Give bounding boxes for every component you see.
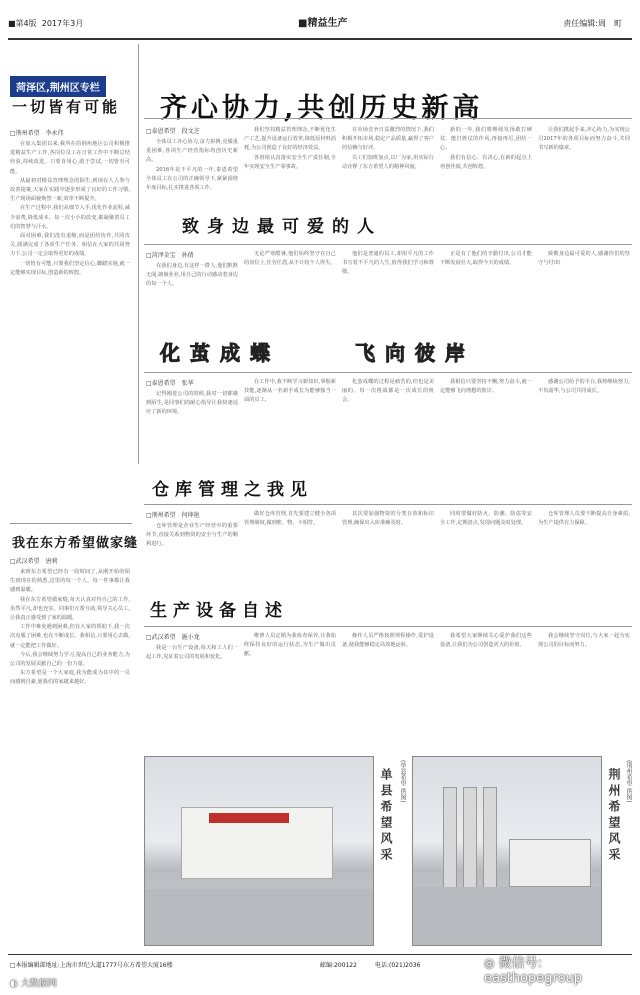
section-rule: [144, 504, 632, 505]
article-title: 生产设备自述: [150, 601, 288, 621]
article-body: 我希望大家继续关心爱护我们这些设备,让我们为公司创造更大的价值。: [440, 633, 532, 649]
article-byline: □荆州希望 何坤艳: [146, 512, 200, 519]
silo: [483, 787, 497, 889]
article-byline: □武汉希望 唐莉: [10, 558, 58, 565]
article-body: 在市场竞争日益激烈的情况下,我们积极开拓市场,稳定产品质量,赢得了客户的信赖与好评。 员工们加班加点,以厂为家,用实际行动诠释了东方希望人的精神风貌。: [342, 127, 434, 170]
article-body: 无论严寒酷暑,他们始终坚守在自己的岗位上,任劳任怨,从不计较个人得失。: [244, 251, 336, 267]
factory-photo-left: [144, 756, 374, 946]
factory-ground: [145, 889, 373, 945]
article-body: 我相信只要坚持不懈,努力奋斗,就一定能够飞向理想的彼岸。: [440, 379, 532, 395]
factory-building: [509, 839, 591, 887]
article-title: 一切皆有可能: [12, 98, 121, 116]
article-subtitle: 飞向彼岸: [355, 341, 475, 365]
site-watermark: [10, 976, 57, 989]
section-rule: [144, 244, 632, 245]
page-number-date: [8, 18, 83, 29]
issue-date: 2017年3月: [41, 19, 84, 28]
article-body: 操作人员严格按照规程操作,爱护设备,使我能够稳定高效地运转。: [342, 633, 434, 649]
article-title: 致身边最可爱的人: [182, 217, 382, 237]
page-number: ■第4版: [8, 19, 37, 28]
article-body: 致敬身边最可爱的人,感谢你们的坚守与付出!: [538, 251, 630, 267]
header-rule: [8, 38, 632, 40]
page-header: [8, 12, 632, 34]
photo-credit: (荆州希望 供图): [625, 760, 632, 803]
article-body: 我们坚持精益管理理念,不断优化生产工艺,提升设备运行效率,降低原材料消耗,为公司创造了良好的经济效益。 各班组认真落实安全生产责任制,全年实现安全生产零事故。: [244, 127, 336, 170]
article-body: 我是一台生产设备,每天和工人们一起工作,见证着公司的发展和变化。: [146, 645, 238, 661]
photo-credit: (单县希望 供图): [399, 760, 406, 803]
article-body: 正是有了他们的辛勤付出,公司才能不断发展壮大,取得今天的成绩。: [440, 251, 532, 267]
footer-phone: 电话:(021)2036: [375, 962, 421, 969]
factory-sign: [209, 813, 289, 823]
article-body: 在工作中,我不断学习新知识,掌握新技能,逐渐从一名新手成长为能够独当一面的员工。: [244, 379, 336, 404]
article-body: 感谢公司给予的平台,我将继续努力,不负韶华,与公司共同成长。: [538, 379, 630, 395]
article-body: 在我们身边,有这样一群人,他们默默无闻,兢兢业业,用自己的行动感动着身边的每一个人。: [146, 263, 238, 288]
district-tag: 菏泽区,荆州区专栏: [10, 76, 106, 97]
article-title: 我在东方希望做家缝: [12, 536, 139, 551]
factory-photo-right: [412, 756, 602, 946]
weibo-icon: ◐: [10, 979, 18, 989]
wechat-id: 微信号: easthopegroup: [484, 956, 583, 986]
factory-ground: [413, 887, 601, 945]
footer-postcode: 邮编:200122: [320, 962, 357, 969]
article-body: 化茧成蝶的过程是痛苦的,但也是美丽的。每一次挑战都是一次成长的机会。: [342, 379, 434, 404]
article-byline: □荆州希望 李永伟: [10, 130, 64, 137]
column-divider: [138, 44, 139, 464]
photo-caption: 单县希望风采: [379, 768, 393, 864]
footer-address: □本报编辑部地址:上海市世纪大道1777号东方希望大厦16楼: [10, 962, 173, 969]
article-body: 做好仓库管理,首先要建立健全各项管理制度,做到账、物、卡相符。: [244, 511, 336, 527]
main-headline: 齐心协力,共创历史新高: [160, 93, 484, 124]
article-byline: □泰恩希望 张华: [146, 380, 194, 387]
article-byline: □菏泽金宝 孙倩: [146, 252, 194, 259]
article-body: 仓库管理人员要不断提高自身素质,为生产提供有力保障。: [538, 511, 630, 527]
article-body: 全体员工齐心协力,奋力拼搏,克服重重困难,各项生产经营指标均创历史新高。 2016年是不平凡的一年,泰恩希望全体员工在公司的正确领导下,紧紧围绕年度目标,扎实推进各项工作。: [146, 139, 238, 192]
article-body: 我会继续坚守岗位,与大家一起为实现公司的目标而努力。: [538, 633, 630, 649]
editor-credit: 责任编辑:周 町: [563, 19, 622, 28]
article-byline: □武汉希望 施小龙: [146, 634, 200, 641]
article-body: 同时要做好防火、防潮、防盗等安全工作,定期盘点,发现问题及时处理。: [440, 511, 532, 527]
silo: [443, 787, 457, 889]
section-rule: [144, 372, 632, 373]
article-body: 其次要加强物资的分类存放和标识管理,确保出入库准确及时。: [342, 511, 434, 527]
article-body: 他们是普通的员工,却用平凡的工作书写着不平凡的人生,值得我们学习和尊敬。: [342, 251, 434, 276]
wechat-icon: ◎: [484, 956, 495, 970]
article-body: 来到东方希望已经有一段时间了,从刚开始的陌生到现在的熟悉,这里的每一个人、每一件事都让我感到温暖。 我在东方希望做家缝,每天认真对待自己的工作,虽然平凡,却也充实。同事们互帮互助,领导关心员工,让我真正感受到了家的温暖。 工作中难免遇到困难,但在大家的帮助下,我一次次克服了困难,也在不断成长。我相信,只要用心去做,就一定能把工作做好。 今后,我会继续努力学习,提高自己的业务能力,为公司的发展贡献自己的一份力量。 东方希望是一个大家庭,我为能成为其中的一员而感到自豪,愿我们的家越来越好。: [10, 569, 130, 686]
article-body: 新的一年,我们将继续发扬敢打硬仗、能打胜仗的作风,再接再厉,团结一心。 我们有信心、有决心,在新的起点上再创佳绩,共创辉煌。: [440, 127, 532, 170]
column-divider: [10, 523, 132, 524]
article-body: 在加入集团以来,我所在的荆州地区公司积极推进精益生产工作,各岗位员工在日常工作中不断总结经验,持续改进。只要肯用心,敢于尝试,一切皆有可能。 从最初对精益管理理念的陌生,到现在人人参与改善提案,大家在实践中逐步形成了良好的工作习惯,生产现场面貌焕然一新,效率不断提升。 在生产过程中,我们从细节入手,优化作业流程,减少浪费,降低成本。每一次小小的改变,都凝聚着员工们的智慧与汗水。 面对困难,我们没有退缩,而是团结协作,共同攻关,圆满完成了各项生产任务。相信在大家的共同努力下,公司一定会取得更好的成绩。 一切皆有可能,只要我们坚定信心,脚踏实地,就一定能够实现目标,创造新的辉煌。: [10, 141, 130, 276]
article-title: 化茧成蝶: [160, 341, 280, 365]
article-title: 仓库管理之我见: [152, 480, 313, 500]
article-body: 让我们携起手来,齐心协力,为实现公司2017年的各项目标而努力奋斗,共同书写新的篇章。: [538, 127, 630, 152]
photo-caption: 荆州希望风采: [607, 768, 621, 864]
section-title: ■精益生产: [298, 18, 348, 29]
headline-rule: [144, 118, 632, 119]
article-body: 仓库管理是企业生产经营中的重要环节,直接关系到物资的安全与生产的顺利进行。: [146, 523, 238, 548]
article-body: 记得刚进公司的时候,我对一切都感到陌生,是同事们的耐心指导让我快速适应了新的环境。: [146, 391, 238, 416]
wechat-watermark: [484, 952, 640, 986]
article-body: 维修人员定期为我检查保养,让我始终保持良好的运行状态,为生产做出贡献。: [244, 633, 336, 658]
article-byline: □泰恩希望 段文芝: [146, 128, 200, 135]
silo: [463, 787, 477, 889]
site-name: 大数据网: [20, 979, 57, 989]
section-rule: [144, 626, 632, 627]
